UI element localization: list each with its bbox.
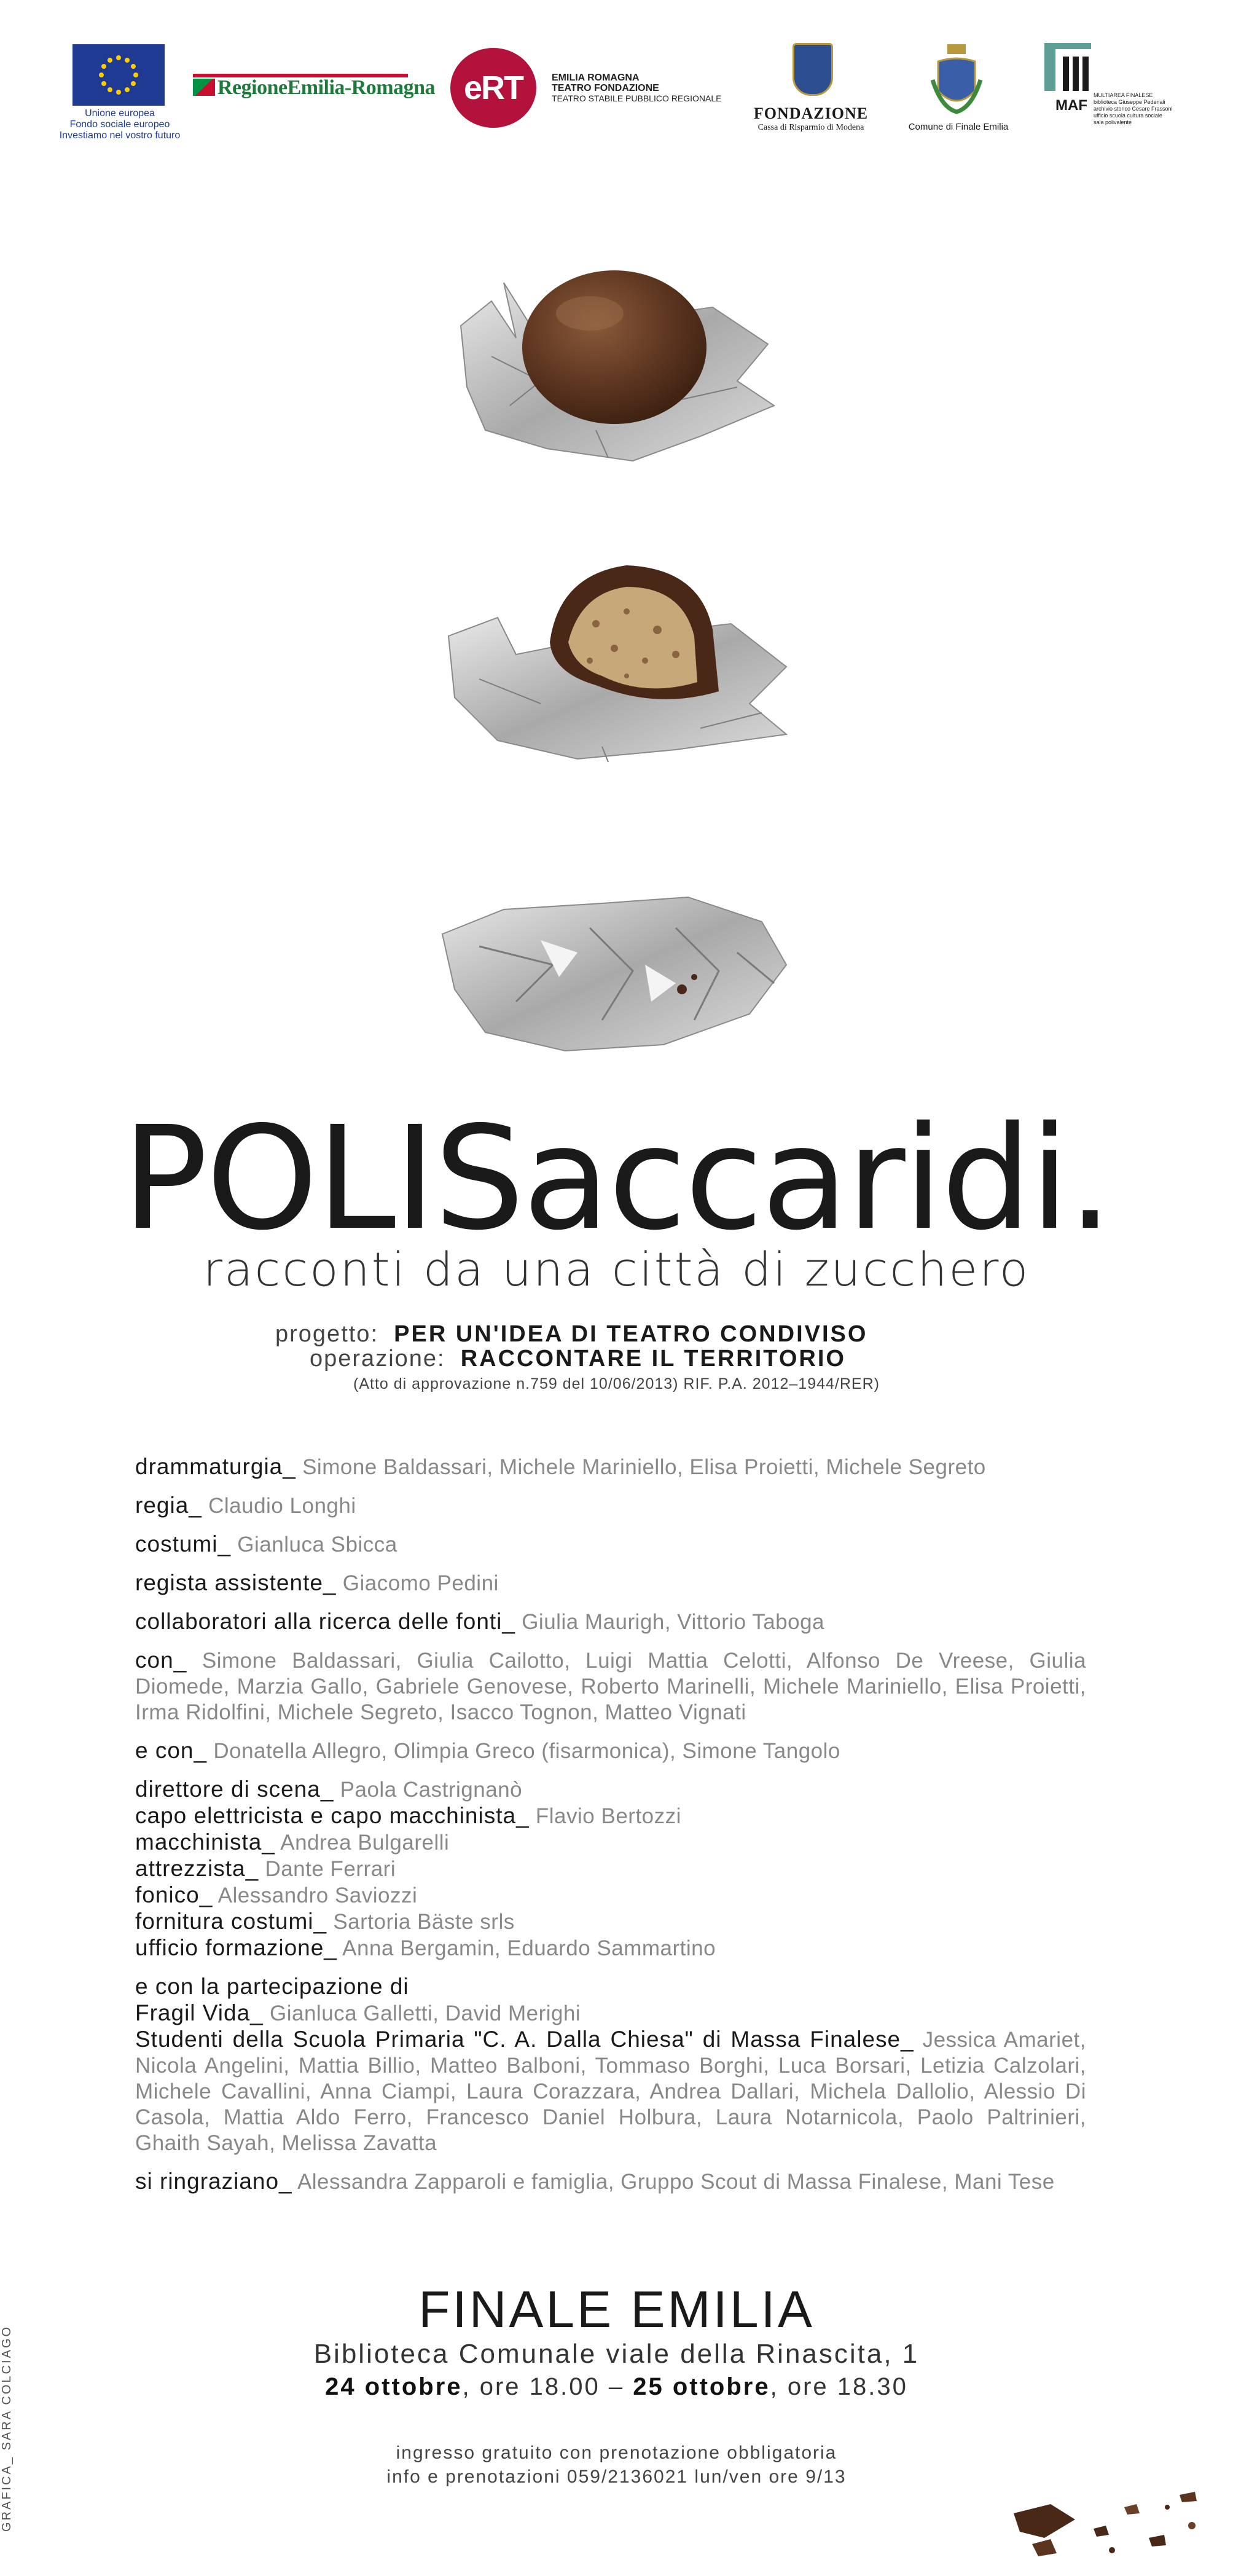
page-title-part: accaridi.: [522, 1096, 1111, 1262]
page-title-part: POLIS: [122, 1096, 523, 1262]
credit-con: [135, 1647, 1086, 1726]
credit-names: Claudio Longhi: [208, 1494, 356, 1518]
project-label: progetto:: [275, 1321, 378, 1347]
credit-regia: [135, 1493, 1086, 1519]
credit-role: capo elettricista e capo macchinista_: [135, 1803, 530, 1828]
credit-names: Flavio Bertozzi: [535, 1804, 681, 1828]
eu-caption-line: Investiamo nel vostro futuro: [59, 130, 181, 141]
event-date: 25 ottobre: [633, 2373, 770, 2400]
empty-wrapper-image: [430, 873, 799, 1063]
credit-role: e con_: [135, 1738, 208, 1763]
credit-capo-elettricista: [135, 1803, 1086, 1829]
credit-names: Simone Baldassari, Michele Mariniello, Elisa Proietti, Michele Segreto: [302, 1455, 986, 1479]
maf-caption-line: ufficio scuola cultura sociale: [1094, 112, 1162, 119]
credit-role: attrezzista_: [135, 1856, 259, 1881]
credit-names: Sartoria Bäste srls: [333, 1910, 515, 1934]
maf-caption: [1094, 92, 1173, 126]
operation-row: [310, 1346, 846, 1372]
credit-costumi: [135, 1531, 1086, 1558]
credit-drammaturgia: [135, 1454, 1086, 1480]
credit-role: si ringraziano_: [135, 2169, 292, 2194]
ert-caption-line: EMILIA ROMAGNA: [552, 73, 640, 83]
eu-caption-line: Unione europea: [85, 108, 155, 119]
page-title: [0, 1096, 1233, 1262]
event-time: , ore 18.00 –: [462, 2373, 633, 2400]
fondazione-logo: FONDAZIONE: [753, 104, 869, 122]
credit-names: Simone Baldassari, Giulia Cailotto, Luigi Mattia Celotti, Alfonso De Vreese, Giulia Diomede, Marzia Gallo, Gabriele Genovese, Roberto Marinelli, Michele Mariniello, Elisa Proietti, Irma Ridolfini, Michele Segreto, Isacco Tognon, Matteo Vignati: [135, 1649, 1086, 1724]
comune-crest-icon: [929, 43, 984, 116]
credit-fragil-vida: [135, 2000, 1086, 2027]
credit-names: Alessandro Saviozzi: [217, 1883, 418, 1907]
credit-role: Fragil Vida_: [135, 2000, 264, 2025]
regione-flag-icon: [193, 79, 215, 96]
credit-ringraziamenti: [135, 2169, 1086, 2195]
credit-fonico: [135, 1882, 1086, 1909]
maf-caption-line: biblioteca Giuseppe Pederiali: [1094, 99, 1165, 105]
credit-names: Jessica Amariet, Nicola Angelini, Mattia Billio, Matteo Balboni, Tommaso Borghi, Luca Borsari, Letizia Calzolari, Michele Cavallini, Anna Ciampi, Laura Corazzara, Andrea Dallari, Michela Dallolio, Alessio Di Casola, Mattia Aldo Ferro, Francesco Daniel Holbura, Laura Notarnicola, Paolo Paltrinieri, Ghaith Sayah, Melissa Zavatta: [135, 2028, 1086, 2155]
booking-info: info e prenotazioni 059/2136021 lun/ven ore 9/13: [386, 2467, 847, 2487]
credit-names: Gianluca Sbicca: [237, 1533, 397, 1557]
credit-role: collaboratori alla ricerca delle fonti_: [135, 1609, 515, 1634]
fondazione-subtitle: Cassa di Risparmio di Modena: [757, 123, 864, 132]
credit-role: ufficio formazione_: [135, 1935, 337, 1960]
ert-logo-mark: eRT: [463, 69, 523, 106]
credit-role: regia_: [135, 1493, 202, 1518]
credit-names: Giacomo Pedini: [342, 1571, 499, 1595]
credit-e-con: [135, 1738, 1086, 1764]
credit-role: costumi_: [135, 1531, 232, 1557]
credit-collaboratori: [135, 1609, 1086, 1635]
maf-caption-line: sala polivalente: [1094, 119, 1132, 125]
maf-caption-line: MULTIAREA FINALESE: [1094, 92, 1153, 98]
maf-logo-icon: [1044, 43, 1091, 96]
chocolate-crumbs-image: [1008, 2470, 1216, 2562]
regione-logo: RegioneEmilia-Romagna: [217, 76, 436, 99]
credit-fornitura: [135, 1909, 1086, 1935]
designer-credit: GRAFICA_ SARA COLCIAGO: [0, 2325, 14, 2532]
credit-role: fornitura costumi_: [135, 1909, 327, 1934]
whole-chocolate-image: [448, 246, 793, 479]
credit-role: drammaturgia_: [135, 1454, 296, 1479]
fondazione-crest-icon: [793, 43, 833, 96]
credit-names: Alessandra Zapparoli e famiglia, Gruppo Scout di Massa Finalese, Mani Tese: [297, 2170, 1055, 2194]
event-date: 24 ottobre: [325, 2373, 463, 2400]
page-subtitle: racconti da una città di zucchero: [203, 1242, 1030, 1297]
eu-flag-logo: [72, 44, 165, 106]
credit-names: Gianluca Galletti, David Merighi: [270, 2001, 581, 2025]
credits-block: [135, 1454, 1086, 2195]
operation-label: operazione:: [310, 1346, 445, 1372]
credit-role: Studenti della Scuola Primaria "C. A. Dalla Chiesa" di Massa Finalese_: [135, 2027, 914, 2052]
credit-role: macchinista_: [135, 1829, 275, 1855]
maf-caption-line: archivio storico Cesare Frassoni: [1094, 106, 1173, 112]
project-value: PER UN'IDEA DI TEATRO CONDIVISO: [394, 1321, 868, 1347]
operation-value: RACCONTARE IL TERRITORIO: [460, 1346, 846, 1372]
credit-names: Giulia Maurigh, Vittorio Taboga: [522, 1610, 825, 1634]
credit-role: e con la partecipazione di: [135, 1974, 409, 1999]
credit-attrezzista: [135, 1856, 1086, 1882]
credit-names: Andrea Bulgarelli: [280, 1831, 450, 1855]
bitten-chocolate-image: [442, 550, 799, 765]
event-dates: [0, 2373, 1233, 2401]
credit-names: Anna Bergamin, Eduardo Sammartino: [342, 1936, 716, 1960]
event-time: , ore 18.30: [770, 2373, 908, 2400]
ert-caption: [552, 73, 721, 104]
approval-reference: (Atto di approvazione n.759 del 10/06/2013) RIF. P.A. 2012–1944/RER): [353, 1375, 880, 1392]
credit-partecipazione: [135, 1974, 1086, 2000]
credit-role: fonico_: [135, 1882, 213, 1907]
eu-caption: [49, 108, 190, 141]
venue-city: FINALE EMILIA: [418, 2280, 815, 2338]
credit-role: regista assistente_: [135, 1570, 337, 1595]
credit-ufficio: [135, 1935, 1086, 1961]
admission-info: ingresso gratuito con prenotazione obbligatoria: [396, 2443, 837, 2463]
credit-names: Dante Ferrari: [265, 1857, 396, 1881]
eu-stars-icon: [72, 44, 165, 106]
credit-macchinista: [135, 1829, 1086, 1856]
eu-caption-line: Fondo sociale europeo: [69, 119, 170, 130]
ert-caption-line: TEATRO FONDAZIONE: [552, 83, 659, 93]
credit-regista-assistente: [135, 1570, 1086, 1596]
maf-logo-name: MAF: [1055, 97, 1087, 114]
credit-names: Donatella Allegro, Olimpia Greco (fisarmonica), Simone Tangolo: [213, 1739, 840, 1763]
credit-studenti: [135, 2027, 1086, 2156]
credit-role: direttore di scena_: [135, 1777, 334, 1802]
credit-names: Paola Castrignanò: [340, 1778, 523, 1802]
venue-address: Biblioteca Comunale viale della Rinascita, 1: [313, 2339, 920, 2369]
credit-role: con_: [135, 1647, 187, 1673]
credit-direttore: [135, 1777, 1086, 1803]
ert-caption-line: TEATRO STABILE PUBBLICO REGIONALE: [552, 93, 722, 103]
comune-logo: Comune di Finale Emilia: [908, 122, 1009, 132]
project-row: [275, 1321, 867, 1347]
